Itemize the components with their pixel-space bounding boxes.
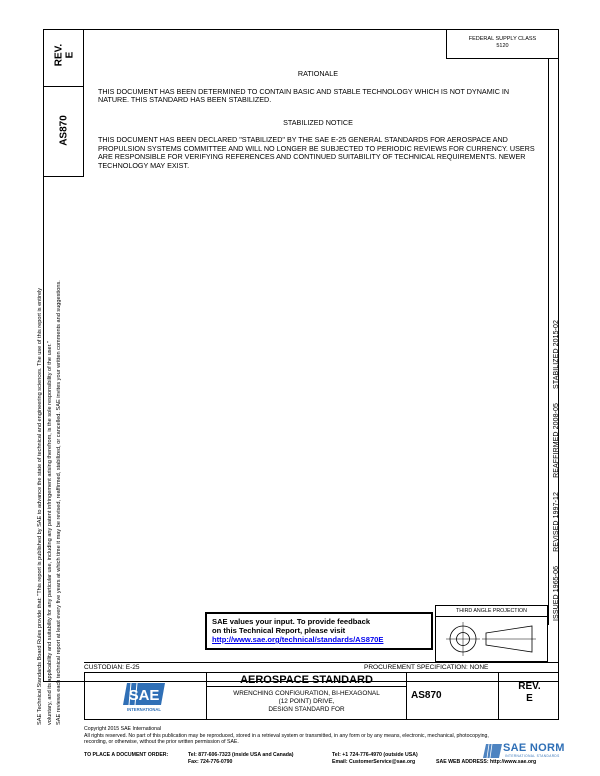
- third-angle-projection-box: [435, 605, 548, 662]
- header-docno-box: [43, 87, 84, 177]
- header-rev-value: E: [64, 51, 76, 59]
- title-line-3: DESIGN STANDARD FOR: [268, 706, 345, 713]
- rationale-text: THIS DOCUMENT HAS BEEN DETERMINED TO CONTAIN BASIC AND STABLE TECHNOLOGY WHICH IS NOT DYNAMIC IN NATURE. THIS STANDARD HAS BEEN STABILIZED.: [98, 86, 510, 104]
- title-line-1: WRENCHING CONFIGURATION, BI-HEXAGONAL: [233, 690, 380, 697]
- side-notice-line-1: SAE Technical Standards Board Rules provide that: "This report is published by SAE to advance the state of technical and engineering sciences. The use of this report is entirely: [37, 287, 43, 725]
- title-line-2: (12 POINT) DRIVE,: [278, 698, 335, 705]
- procurement-spec: PROCUREMENT SPECIFICATION: NONE: [364, 664, 489, 671]
- header-rev-box: [43, 29, 84, 87]
- side-notice-line-3: SAE reviews each technical report at least every five years at which time it may be revised, reaffirmed, stabilized, or cancelled. SAE invites your written comments and suggestions.: [56, 280, 62, 725]
- order-tel-outside: Tel: +1 724-776-4970 (outside USA): [332, 752, 418, 758]
- order-email: Email: CustomerService@sae.org: [332, 758, 416, 765]
- header-rev-label: REV.: [53, 43, 65, 67]
- sae-norm-watermark: [483, 741, 563, 769]
- logo-subtext: INTERNATIONAL: [127, 707, 161, 712]
- watermark-text: SAE NORM: [503, 742, 565, 754]
- order-label: TO PLACE A DOCUMENT ORDER:: [84, 752, 169, 758]
- copyright: Copyright 2015 SAE International: [84, 726, 161, 732]
- rationale-heading: RATIONALE: [297, 69, 339, 78]
- feedback-box: [205, 612, 433, 650]
- standard-type: AEROSPACE STANDARD: [207, 673, 406, 687]
- header-doc-number: AS870: [58, 115, 70, 146]
- info-row: [84, 662, 559, 672]
- title-block: [84, 672, 559, 720]
- rights-line-2: recording, or otherwise, without the prior written permission of SAE.: [84, 739, 239, 745]
- history-reaffirmed: REAFFIRMED 2008-05: [553, 402, 560, 478]
- order-tel: Tel: 877-606-7323 (inside USA and Canada): [188, 752, 294, 758]
- sae-logo: [85, 673, 207, 720]
- title-rev-value: E: [526, 693, 533, 704]
- projection-symbol-icon: [444, 620, 540, 658]
- feedback-line-1: SAE values your input. To provide feedback: [212, 617, 371, 626]
- custodian: CUSTODIAN: E-25: [84, 664, 140, 671]
- rights-line-1: All rights reserved. No part of this publication may be reproduced, stored in a retrieval system or transmitted, in any form or by any means, electronic, mechanical, photocopying,: [84, 732, 489, 739]
- title-cell: [207, 673, 407, 720]
- feedback-link[interactable]: http://www.sae.org/technical/standards/AS870E: [212, 635, 384, 644]
- order-fax: Fax: 724-776-0790: [188, 758, 233, 765]
- logo-text: SAE: [128, 687, 160, 704]
- history-stabilized: STABILIZED 2015-02: [553, 319, 560, 389]
- fsc-value: 5120: [496, 43, 509, 49]
- document-body: [98, 70, 538, 180]
- sae-logo-icon: [123, 679, 169, 713]
- federal-supply-class-box: [446, 29, 559, 59]
- watermark-logo-icon: [483, 741, 503, 763]
- document-history: [553, 305, 561, 625]
- side-notice-line-2: voluntary, and its applicability and suitability for any particular use, including any patent infringement arising therefrom, is the sole responsibility of the user.": [46, 341, 53, 725]
- projection-label: THIRD ANGLE PROJECTION: [436, 606, 547, 617]
- history-revised: REVISED 1997-12: [553, 491, 560, 552]
- history-issued: ISSUED 1965-06: [553, 565, 560, 621]
- order-web: SAE WEB ADDRESS: http://www.sae.org: [436, 758, 537, 765]
- stabilized-heading: STABILIZED NOTICE: [283, 117, 353, 127]
- title-rev-cell: [499, 673, 560, 720]
- watermark-subtext: INTERNATIONAL STANDARDS: [505, 754, 560, 758]
- title-doc-number: AS870: [407, 673, 499, 720]
- fsc-label: FEDERAL SUPPLY CLASS: [468, 36, 537, 42]
- feedback-line-2: on this Technical Report, please visit: [212, 626, 346, 635]
- stabilized-text: THIS DOCUMENT HAS BEEN DECLARED "STABILIZED" BY THE SAE E-25 GENERAL STANDARDS FOR AEROSPACE AND PROPULSION SYSTEMS COMMITTEE AND WILL NO LONGER BE SUBJECTED TO PERIODIC REVIEWS FOR CURRENCY. USERS ARE RESPONSIBLE FOR VERIFYING REFERENCES AND CONTINUED SUITABILITY OF TECHNICAL REQUIREMENTS. NEWER TECHNOLOGY MAY EXIST.: [98, 135, 535, 170]
- title-rev-label: REV.: [518, 681, 541, 692]
